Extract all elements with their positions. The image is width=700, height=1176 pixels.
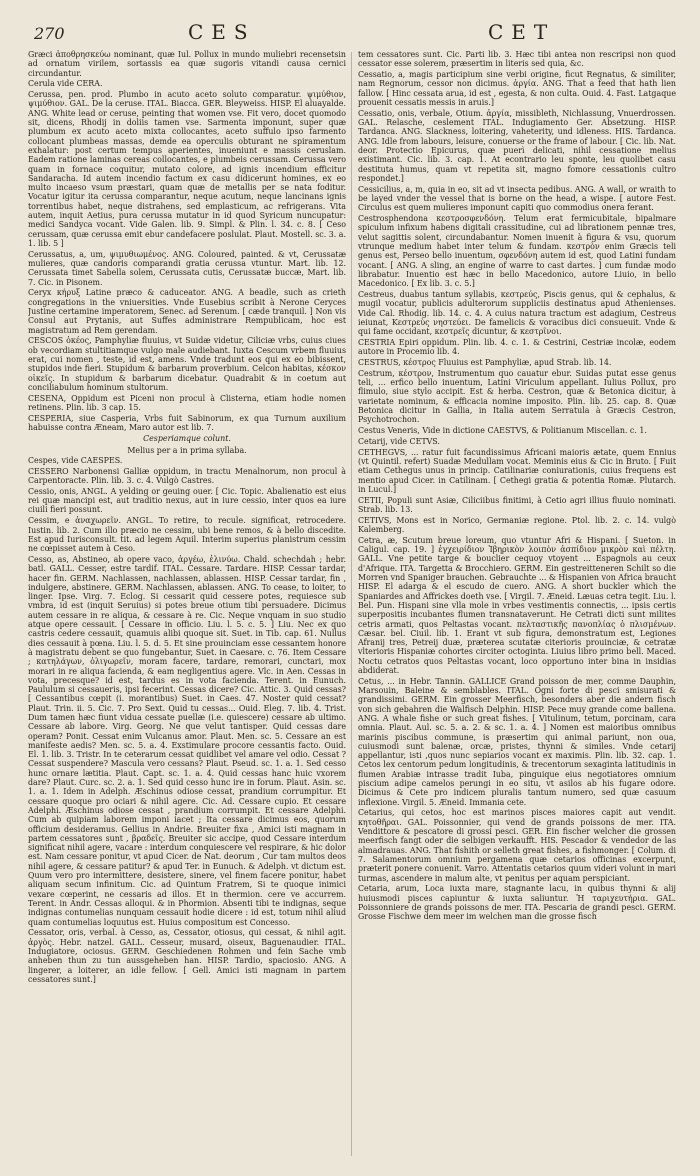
entry-paragraph: Cessator, oris, verbal. à Cesso, as, Cessator, otiosus, qui cessat, & nihil agit. ἀργὸς. Hebr. natzel. GALL. Cesseur, musard, oiseux, Baguenaudier. ITAL. Indugiatore, ociosus. GERM. Geschiedenen Rohmen und fein Sache vmb anheben thun zu tun aussgeheben han. HISP. Tardio, spaciosio. ANG. A lingerer, a loiterer, an idle fellow. [ Gell. Amici isti magnam in partem cessatores sunt.] xyxy=(28,928,346,984)
left-column xyxy=(28,50,346,1160)
entry-paragraph: Cetarij, vide CETVS. xyxy=(358,436,440,446)
entry-paragraph: Cessatio, onis, verbale, Otium. ἀργία, missibleth, Nichlassung, Vnuerdrossen. GAL. Relasche, ceslement ITAL. Indugiamento Ger. Absetzung. HISP. Tardanca. ANG. Slackness, loitering, vaheterity, und idleness. HIS. Tardanca. ANG. Idle from labours, leisure, conuerse or the frame of labour. [ Cic. lib. Nat. deor. Protectio Epicurus, quæ puerì delicati, nihil cessatione melius existimant. Cic. lib. 3. cap. 1. At econtrario leu sponte, leu quolibet casu destituta humus, quam vt repetita sit, magno fomore cessationis cultro respondet.] xyxy=(358,108,676,183)
entry-paragraph: Cestrum, κέστρον, Instrumentum quo cauatur ebur. Suidas putat esse genus teli, ... erfico bello inuentum, Latini Viriculum appellant. Iulius Pollux, pro flimulo, siue stylo accipit. Est & herba. Cestron, quæ & Betonica dicitur, à varietate nominum, & efficacia nomine imposito. Plin. lib. 25. cap. 8. Quæ Betonica dicitur in Gallia, in Italia autem Serratula à Græcis Cestron, Psychotrochon. xyxy=(358,368,676,425)
entry-paragraph: CETII, Populi sunt Asiæ, Ciliciibus finitimi, à Cetio agri illius fluuio nominati. Strab. lib. 13. xyxy=(358,495,676,514)
column-divider xyxy=(351,52,352,1156)
entry-paragraph: Cespes, vide CAESPES. xyxy=(28,455,123,465)
entry-paragraph: Cessim, e ἀναχωρεῖν. ANGL. To retire, to recule. significat, retrocedere. Iustin. lib. 2. Cum illo præcio ne cessim, ubi bene remos, & à bello discedite. Est apud Iurisconsult. tit. ad legem Aquil. Interim superius planistrum cessim ne cœpisset autem à Ceso. xyxy=(28,516,346,554)
entry-paragraph: Cesso, as, Abstineo, ab opere vaco, ἀργέω, ἐλινύω. Chald. schechdah ; hebr. batl. GALL. Cesser, estre tardif. ITAL. Cessare. Tardare. HISP. Cessar tardar, hacer fin. GERM. Nachlassen, nachlassen, ablassen. HISP. Cessar tardar, fin , indulgere, abstinere. GERM. Nachlassen, ablassen. ANG. To cease, to loiter, to linger. Ipse. Virg. 7. Eclog. Si cessarit quid cessere potes, requiesce sub vmbra, id est (inquit Seruius) si potes breue otium tibi persuadere. Dicimus autem cessare in re aliqua, & cessare à re. Cic. Neque vnquam in suo studio atque opere cessauit. [ Cessare in officio. Liu. l. 5. c. 5. ] Liu. Nec ex quo castris cedere cessauit, quamuis alibi quoque sit. Suet. in Tib. cap. 61. Nullus dies cessauit à pœna. Liu. l. 5. d. 5. Et sine prouinciam esse cessantem honore à magistratu debent se quo fungebantur, Suet. in Caesare. c. 76. Item Cessare ; κατηλάγων, ὀλιγωρεῖν, moram facere, tardare, remorari, cunctari, mox morari in re aliqua facienda, & eam negligentius agere. Vlc. in Aen. Cessas in vota, precesque? id est, tardus es in vota facienda. Terent. in Eunuch. Paululum si cessaueris, ipsi fecerint. Cessas dicere? Cic. Attic. 3. Quid cessas? [ Cessantibus cœpit (i. morantibus) Suet. in Caes. 47. Noster quid cessat? Plaut. Trin. ii. 5. Cic. 7. Pro Sext. Quid tu cessas... Ouid. Eleg. 7. lib. 4. Trist. Dum tamen hæc fiunt vidua cessate puellæ (i.e. quiescere) cessare ab ultimo. Cessare ab labore. Virg. Georg. Ne que velut tantisper. Quid cessas dare operam? Ponit. Cessat enim Vulcanus amor. Plaut. Men. sc. 5. Cessare an est manifeste aedis? Men. sc. 5. a. 4. Exstimulare procore cessantis facto. Ouid. El. 1. lib. 3. Tristr. In te ceterarum cessat quidlibet vel amare vel odio. Cessat ? Cessat suspendere? Mascula vero cessans? Plaut. Pseud. sc. 1. a. 1. Sed cesso hunc ornare lætitia. Plaut. Capt. sc. 1. a. 4. Quid cessas hanc huic vxorem dare? Plaut. Curc. sc. 2. a. 1. Sed quid cesso hunc ire in forum. Plaut. Asin. sc. 1. a. 1. Idem in Adelph. Æschinus odiose cessat, prandium corrumpitur. Et cessare quoque pro ociari & nihil agere. Cic. Ad. Cessare cupio. Et cessare Adelphi. Æschinus odiose cessat , prandium corrumpit. Et cessare Adelphi. Cum ab quipiam laborem imponi iacet ; Ita cessare dicimus eos, quorum officium desideramus. Gellius in Andrie. Breuiter fixa , Amici isti magnam in partem cessatores sunt , βραδεῖς. Breuiter sic accipe, quod Cessare interdum significat nihil agere, vacare : interdum conquiescere vel respirare, & hic dolor est. Nam cessare ponitur, vt apud Cicer. de Nat. deorum , Cur tam multos deos nihil agere, & cessare patitur? & apud Ter. in Eunuch. & Adelph. vt dictum est. Quum vero pro intermittere, desistere, sinere, vel finem facere ponitur, habet aliquam secum infinitum. Cic. ad Quintum Fratrem, Si te quoque inimici vexare cœperint, ne cessaris ad illos. Et in thermion. cere ve accurrem. Terent. in Andr. Cessas alloqui. & in Phormion. Absenti tibi te indignas, seque indignas contumelias nunquam cessauit hodie dicere : id est, totum nihil aliud quam contumelias loquutus est. Huius compositum est Concesso. xyxy=(28,554,346,927)
entry-paragraph: CETIVS, Mons est in Norico, Germaniæ regione. Ptol. lib. 2. c. 14. vulgò Kalemberg. xyxy=(358,515,676,535)
entry-paragraph: CETHEGVS, ... ratur fuit facundissimus Africani maioris ætate, quem Ennius (vt Quintil. refert) Suadæ Medullam vocat. Meminis eius & Cic in Bruto. [ Fuit etiam Cethegus unus in princip. Catilinariæ coniurationis, cuius frequens est mentio apud Cicer. in Catilinam. [ Cethegi gratia & potentia Romæ. Plutarch. in Lucul.] xyxy=(358,447,676,494)
page-header xyxy=(28,18,678,48)
entry-paragraph: Ceryx κήρυξ Latine præco & caduceator. ANG. A beadle, such as crieth congregations in the vniuersities. Vnde Eusebius scribit à Nerone Ceryces Justine certamine imperatorem, Senec. ad Serenum. [ cæde tranquil. ] Non vis Consul aut Prytanis, aut Suffes administrare Rempublicam, hoc est magistratum ad Rem gerendam. xyxy=(28,288,346,335)
running-head-right: CET xyxy=(488,20,556,44)
entry-paragraph: Melius per a in prima syllaba. xyxy=(127,445,247,455)
entry-paragraph: Cestus Veneris, Vide in dictione CAESTVS, & Politianum Miscellan. c. 1. xyxy=(358,426,647,436)
entry-paragraph: CESTRUS, κέστρος Fluuius est Pamphyliæ, apud Strab. lib. 14. xyxy=(358,358,612,367)
entry-paragraph: Cetra, æ, Scutum breue loreum, quo vtuntur Afri & Hispani. [ Sueton. in Caligul. cap. 19. ] ἐγχειρίδιον Ἰβηρικὸν λοιπὸν ἀσπίδιον μικρὸν καὶ πέλτη. GALL. Vne petite targe & bouclier cequoy vtoyent ... Espagnols au ceux d'Afrique. ITA. Targetta & Brocchiero. GERM. Ein gestreitteneren Schilt so die Morren vnd Spaniger brauchen. Gebrauchte ... & Hispanien von Africa braucht HISP. El adarga & el escudo de cuero. ANG. A short buckler which the Spaniardes and Affrickes doeth vse. [ Virgil. 7. Æneid. Læuas cetra tegit. Liu. l. Bel. Pun. Hispani sine vlla mole in vrbes vestimentis connectis, ... ipsis certis superpositis incubantes flumen transnataverunt. He Cetrati dicti sunt milites cetris armati, quos Peltastas vocant. πελταστικῆς πανοπλίας ὁ πλισμένων. Cæsar. bel. Ciuil. lib. 1. Erant vt sub figura, demonstratum est, Legiones Afranij tres, Petreij duæ, præterea scutatæ citerioris prouinciæ, & cetratæ vlterioris Hispaniæ cohortes circiter octoginta. Liuius libro primo bell. Maced. Noctu cetratos quos Peltastas vocant, loco opportuno inter bina in insidias abdiderat. xyxy=(358,535,676,675)
entry-paragraph: Græci ἀποθρησκεύω nominant, quæ Iul. Pollux in mundo muliebri recensetsin ad ornatum virilem, sortassis ea quæ sugoris vitandi causa cernici circundantur. xyxy=(28,50,346,78)
page-number: 270 xyxy=(34,24,65,43)
entry-paragraph: Cerussatus, a, um, ψιμυθιωμένος. ANG. Coloured, painted. & vt, Cerussatæ mulieres, quæ candoris comparandi gratia cerussa vtuntur. Mart. lib. 12. Cerussata timet Sabella solem, Cerussata cutis, Cerussatæ buccæ, Mart. lib. 7. Cic. in Pisonem. xyxy=(28,249,346,287)
entry-paragraph: Cessio, onis, ANGL. A yelding or geuing ouer. [ Cic. Topic. Abalienatio est eius rei quæ mancipi est, aut traditio nexus, aut in iure cessio, inter quos ea iure ciuili fieri possunt. xyxy=(28,486,346,515)
entry-paragraph: CESSERO Narbonensi Galliæ oppidum, in tractu Menalnorum, non procul à Carpentoracte. Plin. lib. 3. c. 4. Vulgò Castres. xyxy=(28,466,346,486)
text-columns xyxy=(28,50,678,1162)
entry-paragraph: Cessatio, a, magis participium sine verbi origine, ficut Regnatus, & similiter, nam Regnorum, cessor non dicimus. ἀργία. ANG. That a feed that hath lien fallow. [ Hinc cessata arua, id est , egesta, & non culta. Ouid. 4. Fast. Latgaque prouenit cessatis messis in aruis.] xyxy=(358,70,676,107)
entry-paragraph: Cerussa, pen. prod. Plumbo in acuto aceto soluto comparatur. ψιμύθιον, ψιμύθιον. GAL. De la ceruse. ITAL. Biacca. GER. Bleyweiss. HISP. El aluayalde. ANG. White lead or ceruse, peinting that women vse. Fit vero, docet quomodo sit, dicens, Rhodij in doliis tamen vse. Sarmenta imponunt, super quæ plumbum ex acuto aceto mixta collocantes, aceto suffulo ipso farmento collocant plumbeas massas, demde ea operculis obturant ne spiramentum exhalatur: post certum tempus aperientes, inueniunt e massis ceruslam. Eadem ratione laminas cereas collocantes, e plumbeis cerussam. Cerussa vero quam in fornace coquitur, mutato colore, ad ignis incendium efficitur Sandaracha. Id autem incendio factum ex casu didicerunt homines, ex eo multo incaeso vsum præstari, quam quæ de metallis per se nata foditur. Vocatur igitur ita cerussa comparantur, neque acutum, neque lancinans ignis torrentibus habet, neque distrahens, sed emplasticum, ac refrigerans. Vita autem, inquit Aetius, pura cerussa mutatur in id quod Syricum nuncupatur: medici Sandyca vocant. Vide Galen. lib. 9. Simpl. & Plin. l. 34. c. 8. [ Ceso cerussam, quæ cerussa emit ebur candefacere poslulat. Plaut. Mostell. sc. 3. a. 1. lib. 5 ] xyxy=(28,90,346,248)
entry-paragraph: Cesperiamque colunt. xyxy=(143,434,231,444)
entry-paragraph: tem cessatores sunt. Cic. Parti lib. 3. Hæc tibi antea non rescripsi non quod cessator esse solerem, præsertim in literis sed quia, &c. xyxy=(358,50,676,69)
entry-paragraph: CESCOS ὀκέος, Pamphyliæ fluuius, vt Suidæ videtur, Ciliciæ vrbs, cuius ciues ob vecordiam stultitiamque vulgo male audiebant. Iuxta Cescum vrbem fluuius erat, cui nomen , teste, id est, amens. Vnde tradunt eos qui ex eo bibissent, stupidos inde fieri. Stupidum & barbarum proverbium. Celcon habitas, κέσκον οἰκεῖς. In stupidum & barbarum dicebatur. Quadrabit & in coetum aut conciliabulum hominum stultorum. xyxy=(28,336,346,392)
entry-paragraph: Cessicilius, a, m, quia in eo, sit ad vt insecta pedibus. ANG. A wall, or wraith to be layed vnder the vessel that is borne on the head, a wispe. [ autore Fest. Circulus est quem mulieres imponunt capiti quo commodius onera ferant. xyxy=(358,184,676,213)
entry-paragraph: Cestreus, duabus tantum syllabis, κεστρεύς, Piscis genus, qui & cephalus, & mugil vocatur, publicis adulterorum suppliciis destinatus apud Athenienses. Vide Cal. Rhodig. lib. 14. c. 4. A cuius natura tractum est adagium, Cestreus ieiunat, Κεστρεὺς νηστεύει. De famelicis & voracibus dici consueuit. Vnde & qui fame occidant, κεστρεῖς dicuntur, & κεστρῖνοι. xyxy=(358,289,676,337)
entry-paragraph: Cetus, ... in Hebr. Tannin. GALLICE Grand poisson de mer, comme Dauphin, Marsouin, Baleine & semblables. ITAL. Ogni forte di pesci smisurati & grandissimi. GERM. Ein grosser Meerfisch, besonders aber die andern fisch von sich gebahren die Walfisch Delphin. HISP. Pece muy grande come ballena. ANG. A whale fishe or such great fishes. [ Vitulinum, tetum, porcinam, cara omnia. Plaut. Aul. sc. 5. a. 2. & sc. 1. a. 4. ] Nomen est maioribus omnibus marinis piscibus commune, is præsertim qui animal pariunt, non oua, cuiusmodi sunt balenæ, orcæ, pristes, thynni & similes. Vnde cetarij appellantur, isti ,quos nunc sepiarios vocant ex maximis. Plin. lib. 32. cap. 1. Cetos lex centorum pedum longitudinis, & trecentorum sexaginta latitudinis in flumen Arabiæ intrasse tradit Iuba, pinguique eius negotiatores omnium piscium adipe camelos perungi in eo situ, vt asilos ab his fugare odore. Dicimus & Cete pro indicem pluralis tantum numero, sed quæ casuum inflexione. Virgil. 5. Æneid. Immania cete. xyxy=(358,676,676,807)
running-head-left: CES xyxy=(188,20,256,44)
entry-paragraph: Cetarius, qui cetos, hoc est marinos pisces maiores capit aut vendit. κητοθῆραι. GAL. Poissonnier, qui vend de grands poissons de mer. ITA. Vendittore & pescatore di grossi pesci. GER. Ein fischer welcher die grossen meerfisch fangt oder die selbigen verkaufft. HIS. Pescador & vendedor de las almadrauas. ANG. That fishith or selleth great fishes, a fishmonger. [ Colum. di 7. Salamentorum omnium pergamena quæ cetarios officinas excerpunt, præterit ponere conuenit. Varro. Attentatis cetarios quum videri volunt in mari turmas, ascendere in malum alte, vt penitus per aquam perspiciant. xyxy=(358,808,676,883)
entry-paragraph: CESTRIA Epiri oppidum. Plin. lib. 4. c. 1. & Cestrini, Cestriæ incolæ, eodem autore in Procemio lib. 4. xyxy=(358,337,676,357)
right-column xyxy=(358,50,676,1160)
entry-paragraph: CESENA, Oppidum est Piceni non procul à Clisterna, etiam hodie nomen retinens. Plin. lib. 3 cap. 15. xyxy=(28,393,346,412)
entry-paragraph: Cerula vide CERA. xyxy=(28,79,103,89)
entry-paragraph: Cestrosphendona κεστροσφενδόνη. Telum erat fermicubitale, bipalmare spiculum infixum habens digitali crassitudine, cui ad librationem pennæ tres, velut sagittis solent, circundabantur. Nomen inuenit à figura & vsu, quorum vtrunque medium habet inter telum & fundam. κεστρὸν enim Græcis teli genus est, Perseo bello inuentum, σφενδόνη autem id est, quod Latini fundam vocant. [ ANG. A sling, an engine of warre to cast dartes. ] cum fundæ modo librabatur. Inuentio est hæc in bello Macedonico, autore Liuio, in bello Macedonico. [ Ex lib. 3. c. 5.] xyxy=(358,214,676,289)
entry-paragraph: CESPERIA, siue Casperia, Vrbs fuit Sabinorum, ex qua Turnum auxilium habuisse contra Æneam, Maro autor est lib. 7. xyxy=(28,413,346,433)
entry-paragraph: Cetaria, arum, Loca iuxta mare, stagnante lacu, in quibus thynni & alij huiusmodi pisces capiuntur & iuxta saliuntur. Ἡ ταριχευτήρια. GAL. Poissonniere de grands poissons de mer. ITA. Pescaria de grandi pesci. GERM. Grosse Fischwe dem meer im welchen man die grosse fisch xyxy=(358,884,676,922)
